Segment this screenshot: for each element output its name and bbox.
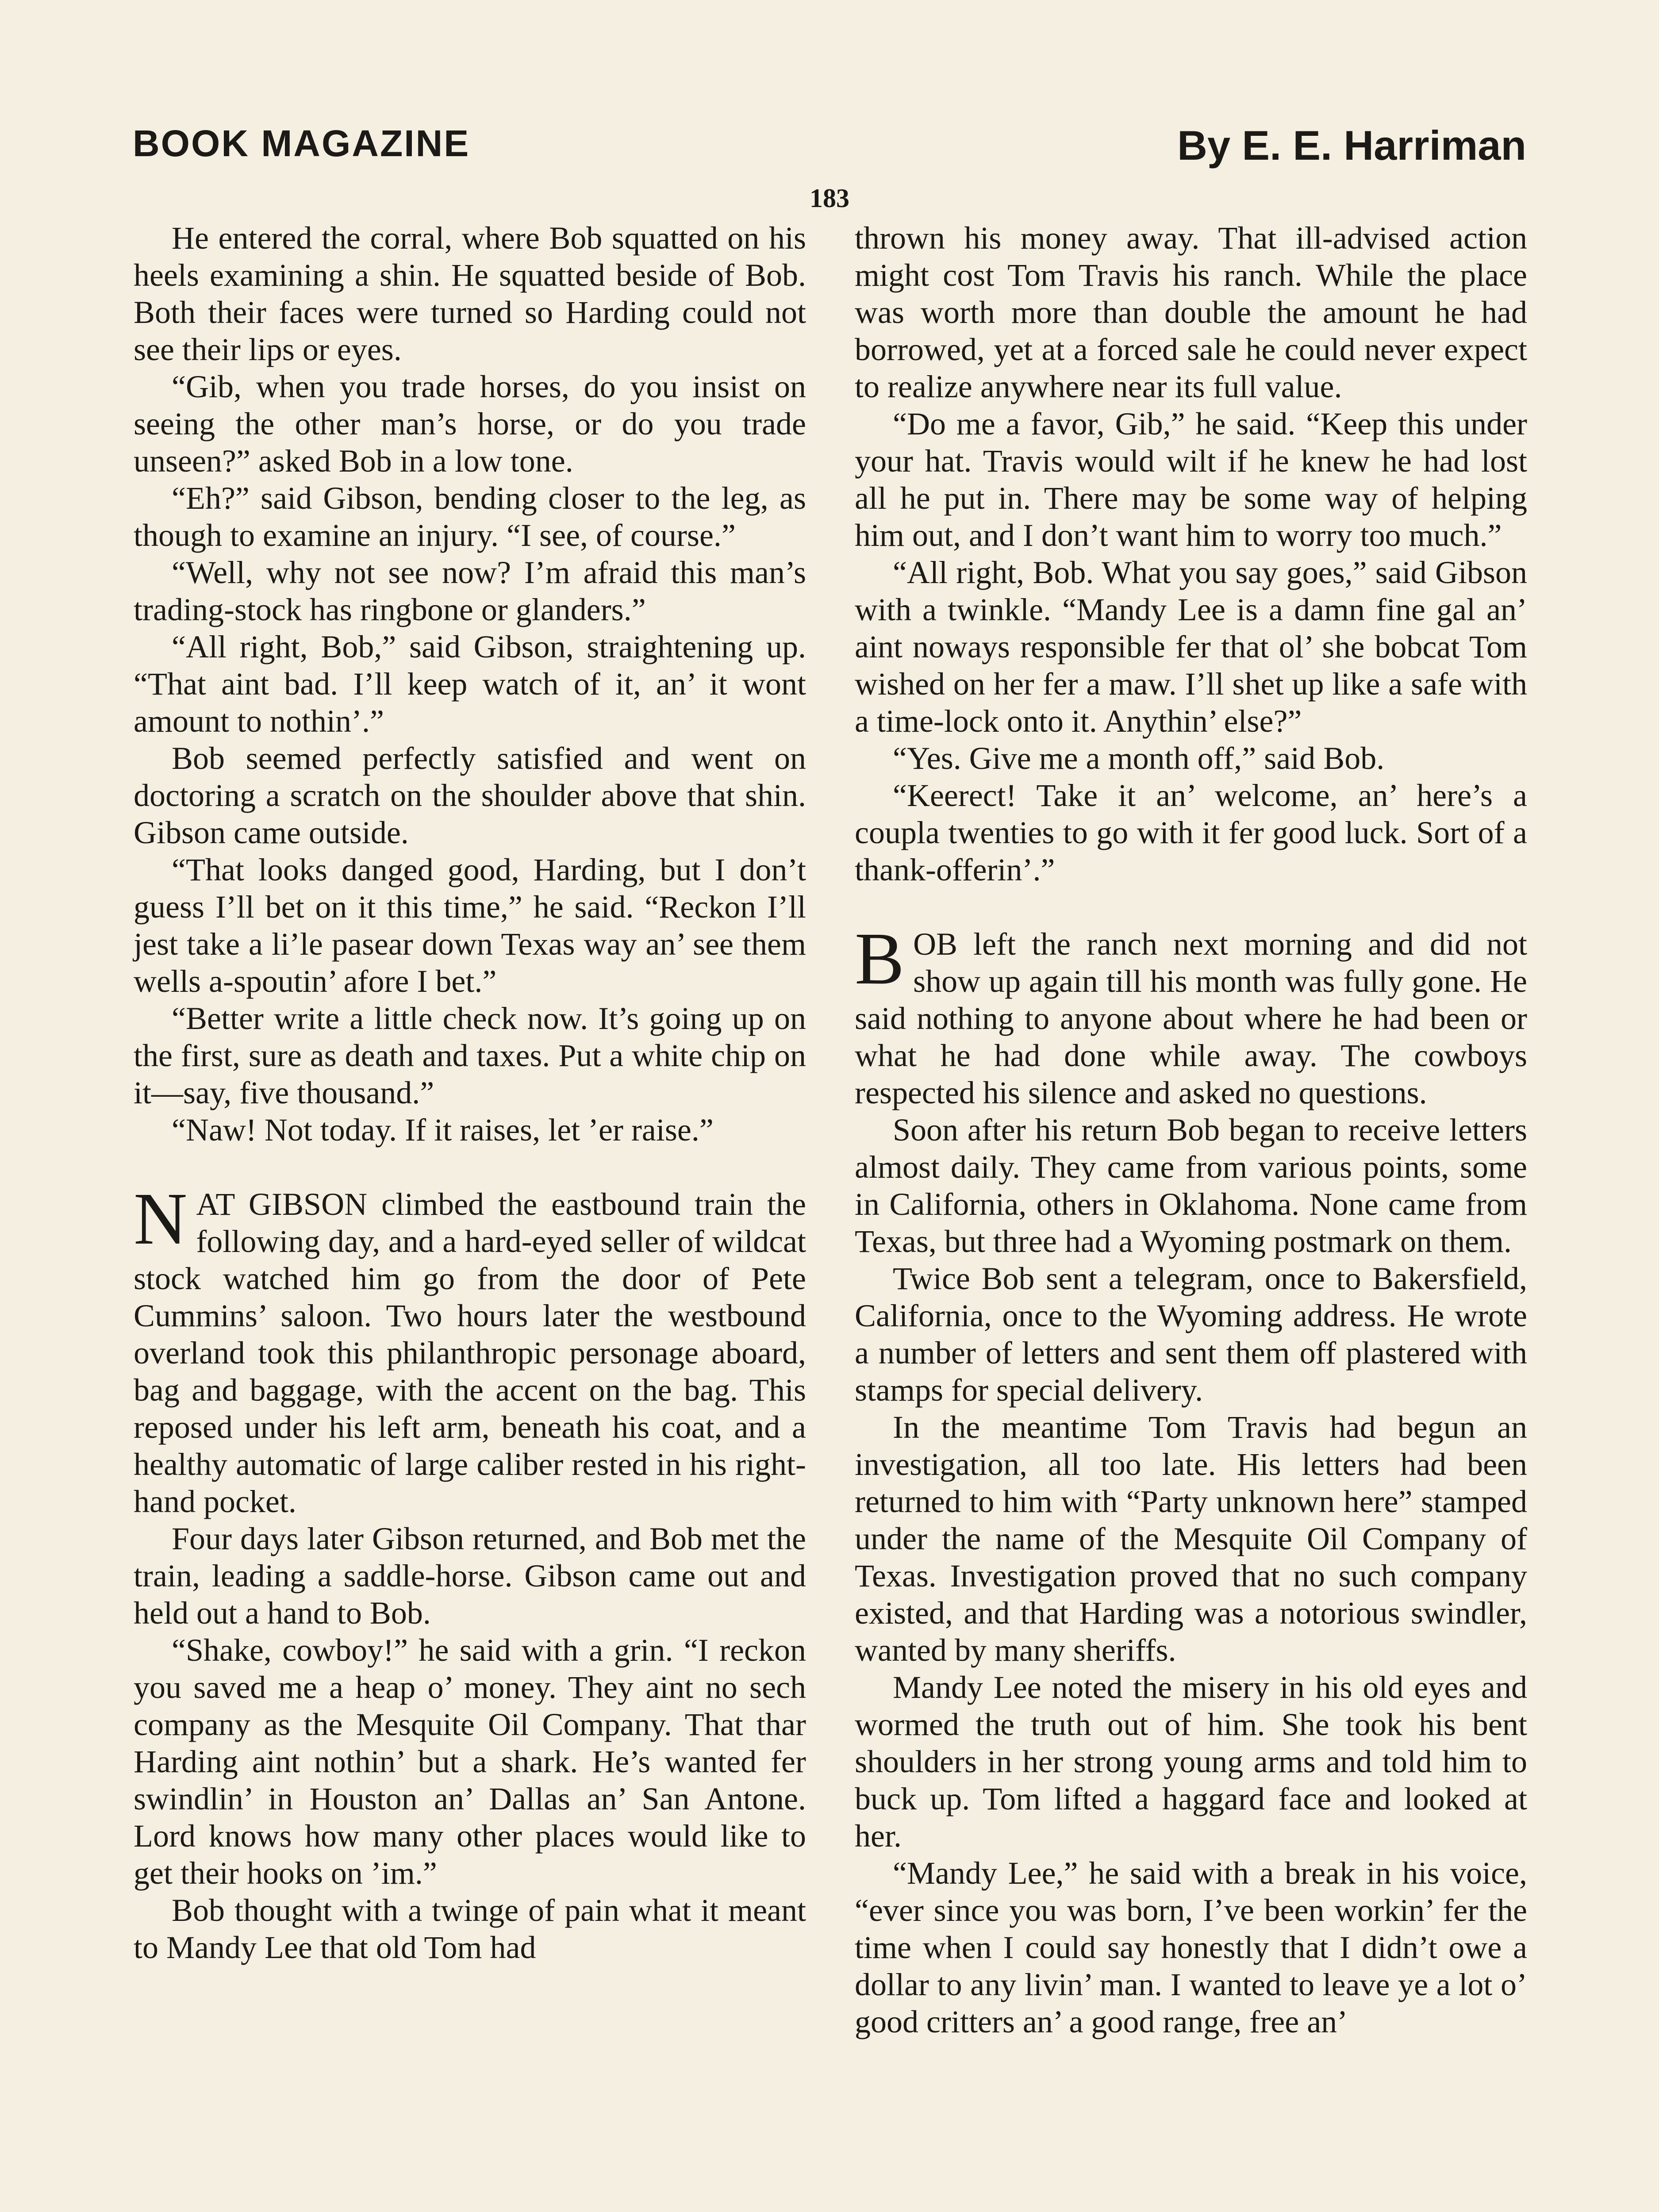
paragraph: “Shake, cowboy!” he said with a grin. “I reckon you saved me a heap o’ money. They aint no sech company as the Mesquite Oil Company. That thar Harding aint nothin’ but a shark. He’s wanted fer swindlin’ in Houston an’ Dallas an’ San Antone. Lord knows how many other places would like to get their hooks on ’im.”: [134, 1632, 806, 1891]
paragraph: Soon after his return Bob began to receive letters almost daily. They came from various points, some in California, others in Oklahoma. None came from Texas, but three had a Wyoming postmark on them.: [855, 1112, 1527, 1259]
paragraph: “Keerect! Take it an’ welcome, an’ here’s a coupla twenties to go with it fer good luck. Sort of a thank-offerin’.”: [855, 778, 1527, 887]
section-opening-text: AT GIBSON climbed the eastbound train the following day, and a hard-eyed seller of wildcat stock watched him go from the door of Pete Cummins’ saloon. Two hours later the westbound overland took this philanthropic personage aboard, bag and baggage, with the accent on the bag. This reposed under his left arm, beneath his coat, and a healthy automatic of large caliber rested in his right-hand pocket.: [134, 1187, 806, 1519]
section-break: [855, 888, 1527, 926]
paragraph: In the meantime Tom Travis had begun an investigation, all too late. His letters had been returned to him with “Party unknown here” stamped under the name of the Mesquite Oil Company of Texas. Investigation proved that no such company existed, and that Harding was a notorious swindler, wanted by many sheriffs.: [855, 1409, 1527, 1668]
continuation-paragraph: thrown his money away. That ill-advised action might cost Tom Travis his ranch. While the place was worth more than double the amount he had borrowed, yet at a forced sale he could never expect to realize anywhere near its full value.: [855, 220, 1527, 404]
section-opening-text: OB left the ranch next morning and did not show up again till his month was fully gone. He said nothing to anyone about where he had been or what he had done while away. The cowboys respected his silence and asked no questions.: [855, 926, 1527, 1110]
section-opening-paragraph: [134, 1178, 806, 1520]
section-break: [134, 1148, 806, 1186]
paragraph: He entered the corral, where Bob squatted on his heels examining a shin. He squatted beside of Bob. Both their faces were turned so Harding could not see their lips or eyes.: [134, 220, 806, 367]
paragraph: “Yes. Give me a month off,” said Bob.: [893, 741, 1385, 776]
author-byline: By E. E. Harriman: [1177, 122, 1526, 169]
paragraph: Four days later Gibson returned, and Bob met the train, leading a saddle-horse. Gibson came out and held out a hand to Bob.: [134, 1521, 806, 1631]
page-number: 183: [810, 184, 849, 213]
paragraph: “All right, Bob. What you say goes,” said Gibson with a twinkle. “Mandy Lee is a damn fine gal an’ aint noways responsible fer that ol’ she bobcat Tom wished on her fer a maw. I’ll shet up like a safe with a time-lock onto it. Anythin’ else?”: [855, 555, 1527, 739]
paragraph: Bob seemed perfectly satisfied and went on doctoring a scratch on the shoulder above that shin. Gibson came outside.: [134, 741, 806, 850]
paragraph: “Better write a little check now. It’s going up on the first, sure as death and taxes. Put a white chip on it—say, five thousand.”: [134, 1001, 806, 1110]
drop-cap: N: [134, 1178, 188, 1260]
paragraph: “Well, why not see now? I’m afraid this man’s trading-stock has ringbone or glanders.”: [134, 555, 806, 627]
paragraph: Mandy Lee noted the misery in his old eyes and wormed the truth out of him. She took his bent shoulders in her strong young arms and told him to buck up. Tom lifted a haggard face and looked at her.: [855, 1670, 1527, 1854]
right-column: [855, 219, 1527, 2040]
paragraph: “That looks danged good, Harding, but I don’t guess I’ll bet on it this time,” he said. “Reckon I’ll jest take a li’le pasear down Texas way an’ see them wells a-spoutin’ afore I bet.”: [134, 852, 806, 999]
section-opening-paragraph: [855, 918, 1527, 1111]
left-column: [134, 219, 806, 1966]
paragraph: Twice Bob sent a telegram, once to Bakersfield, California, once to the Wyoming address. He wrote a number of letters and sent them off plastered with stamps for special delivery.: [855, 1261, 1527, 1408]
magazine-title: BOOK MAGAZINE: [133, 123, 470, 164]
paragraph: Bob thought with a twinge of pain what it meant to Mandy Lee that old Tom had: [134, 1893, 806, 1965]
paragraph: “Eh?” said Gibson, bending closer to the leg, as though to examine an injury. “I see, of course.”: [134, 480, 806, 553]
drop-cap: B: [855, 918, 905, 1000]
paragraph: “Mandy Lee,” he said with a break in his voice, “ever since you was born, I’ve been workin’ fer the time when I could say honestly that I didn’t owe a dollar to any livin’ man. I wanted to leave ye a lot o’ good critters an’ a good range, free an’: [855, 1855, 1527, 2039]
paragraph: “Gib, when you trade horses, do you insist on seeing the other man’s horse, or do you trade unseen?” asked Bob in a low tone.: [134, 369, 806, 479]
paragraph: “Do me a favor, Gib,” he said. “Keep this under your hat. Travis would wilt if he knew he had lost all he put in. There may be some way of helping him out, and I don’t want him to worry too much.”: [855, 406, 1527, 553]
paragraph: “All right, Bob,” said Gibson, straightening up. “That aint bad. I’ll keep watch of it, an’ it wont amount to nothin’.”: [134, 629, 806, 739]
paragraph: “Naw! Not today. If it raises, let ’er raise.”: [172, 1112, 714, 1148]
